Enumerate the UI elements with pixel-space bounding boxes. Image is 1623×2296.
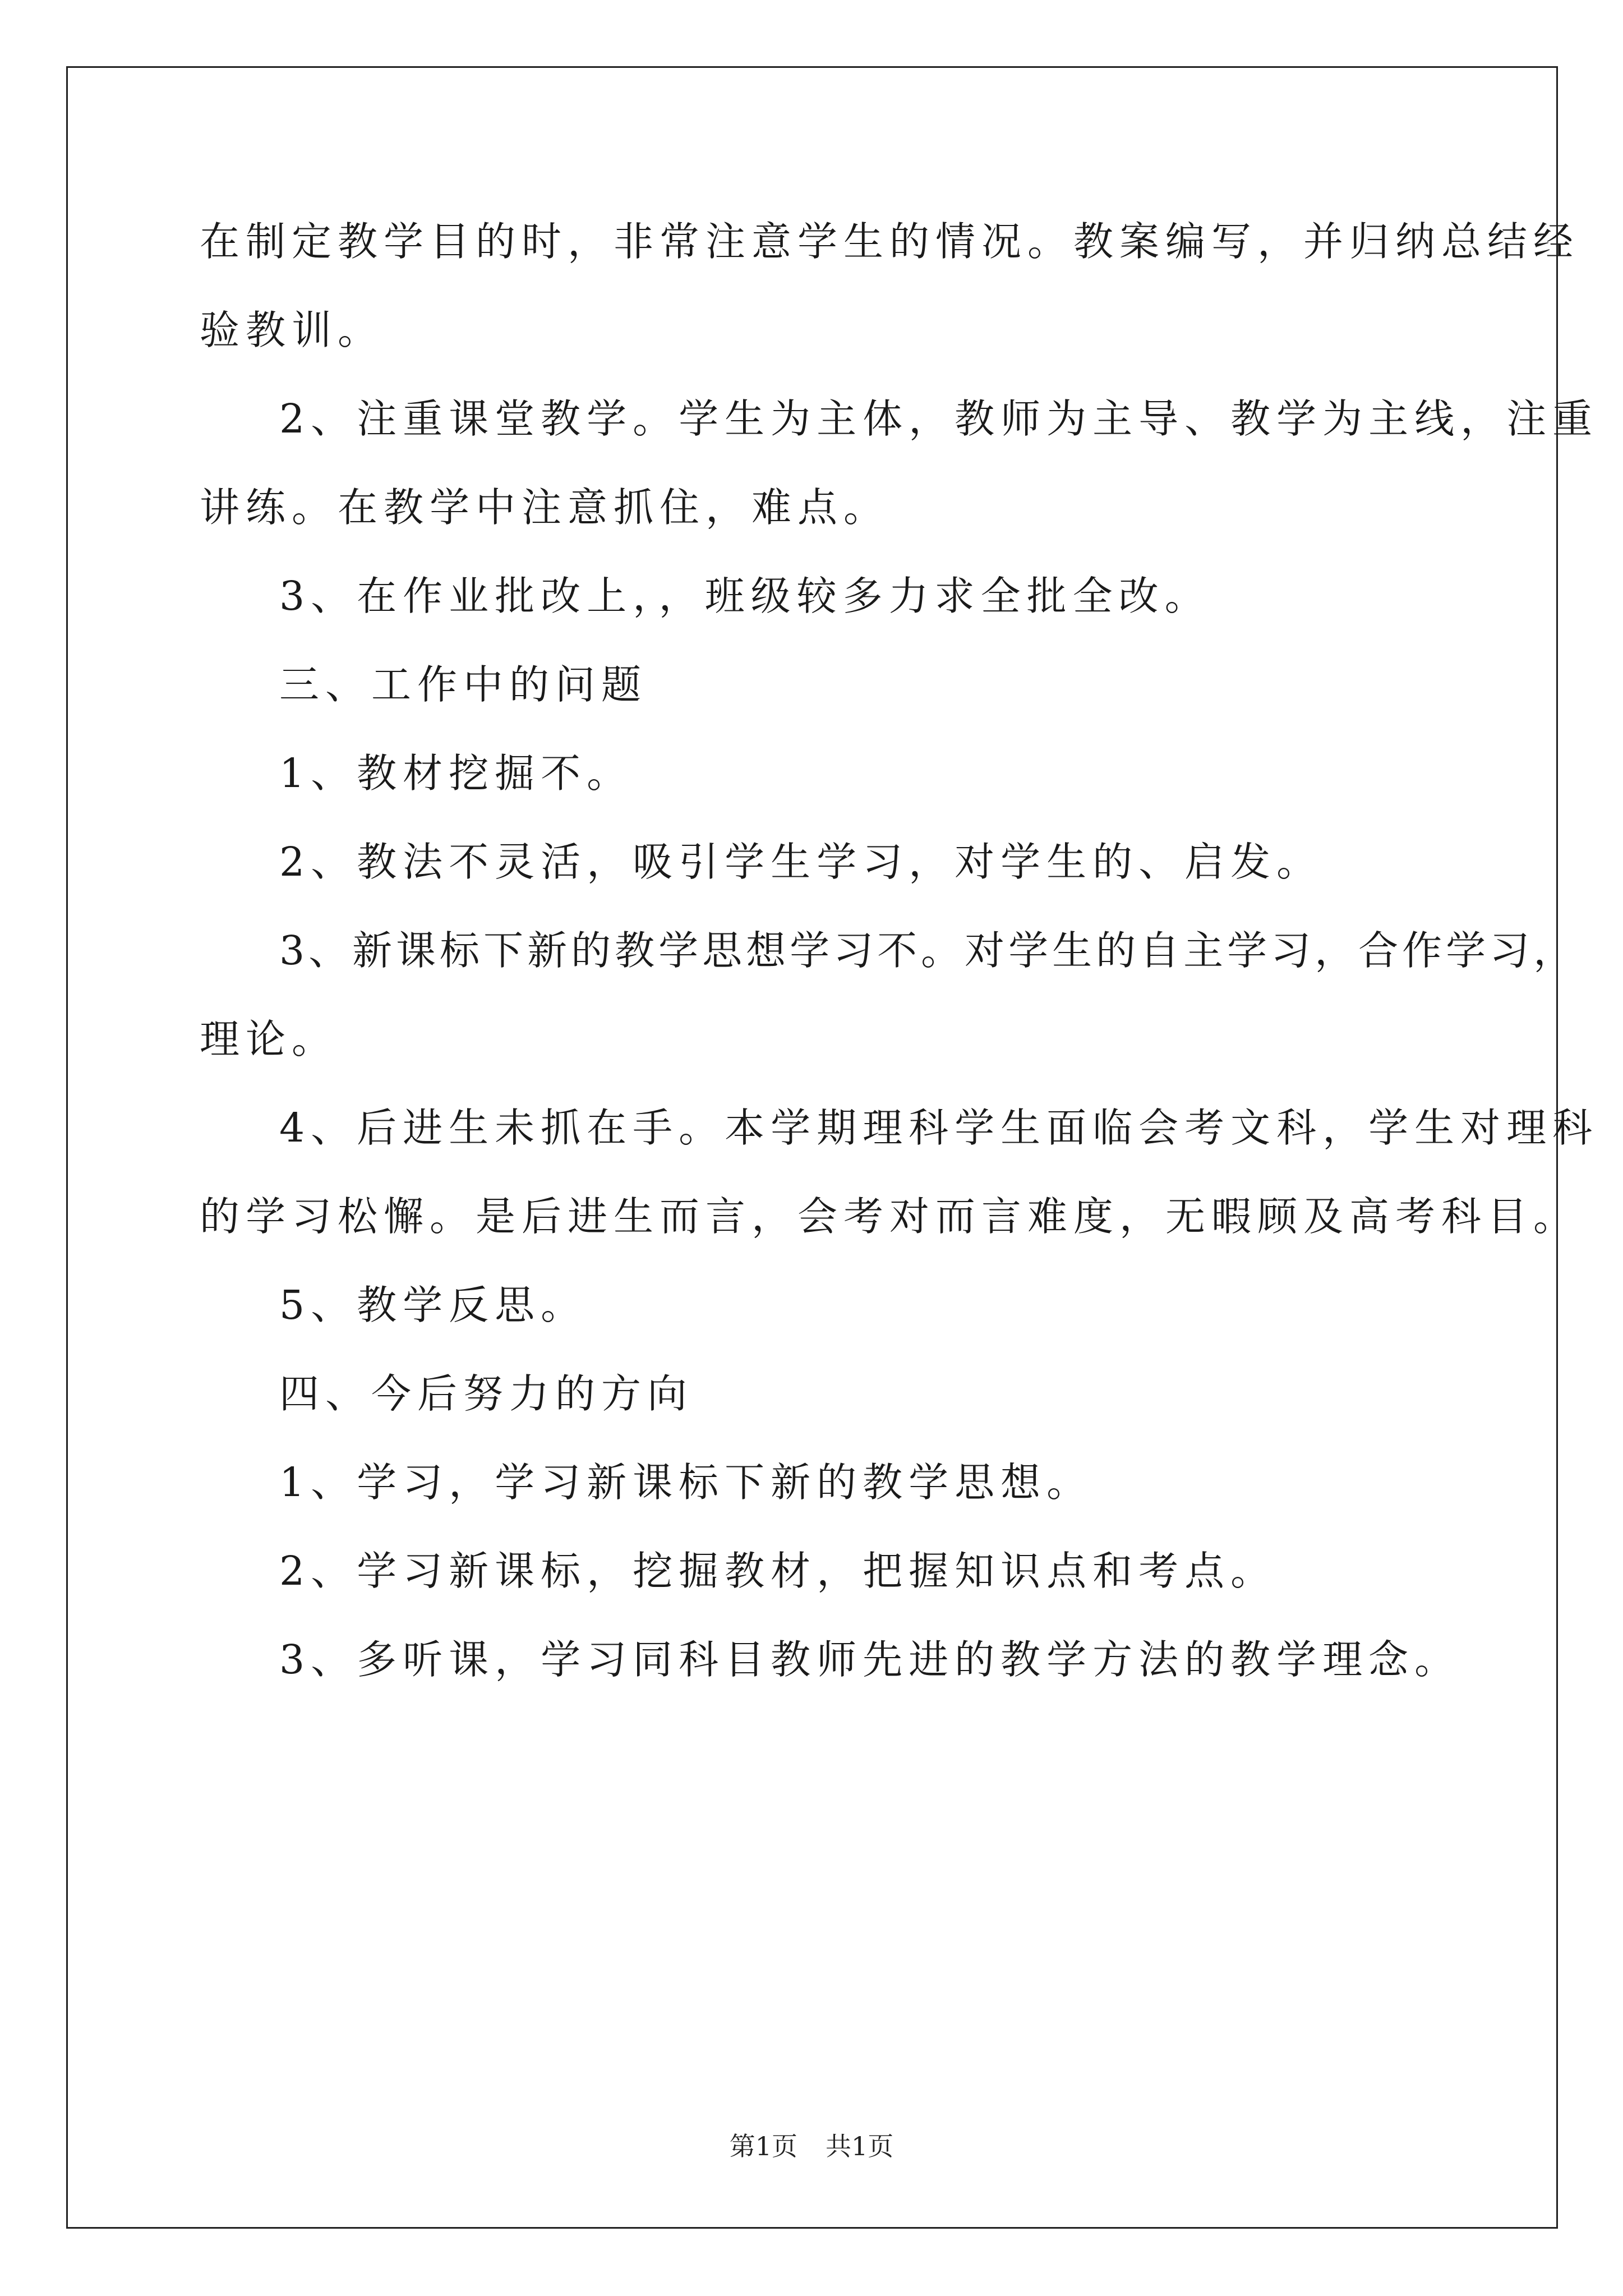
paragraph-line: 在制定教学目的时，非常注意学生的情况。教案编写，并归纳总结经 — [200, 218, 1580, 265]
paragraph-line: 3、在作业批改上，，班级较多力求全批全改。 — [279, 573, 1211, 619]
paragraph-line: 1、学习，学习新课标下新的教学思想。 — [279, 1459, 1093, 1506]
paragraph-line: 2、学习新课标，挖掘教材，把握知识点和考点。 — [279, 1548, 1277, 1594]
paragraph-line: 3、多听课，学习同科目教师先进的教学方法的教学理念。 — [279, 1636, 1461, 1683]
page-footer — [0, 2126, 1623, 2163]
paragraph-line: 的学习松懈。是后进生而言，会考对而言难度，无暇顾及高考科目。 — [200, 1193, 1580, 1240]
section-heading: 四、今后努力的方向 — [279, 1370, 694, 1417]
paragraph-line: 理论。 — [200, 1016, 338, 1062]
paragraph-line: 讲练。在教学中注意抓住，难点。 — [200, 484, 890, 531]
paragraph-line: 4、后进生未抓在手。本学期理科学生面临会考文科，学生对理科 — [279, 1105, 1599, 1151]
paragraph-line: 2、注重课堂教学。学生为主体，教师为主导、教学为主线，注重 — [279, 395, 1599, 442]
paragraph-line: 3、新课标下新的教学思想学习不。对学生的自主学习，合作学习， — [279, 927, 1578, 974]
paragraph-line: 1、教材挖掘不。 — [279, 750, 633, 797]
document-body — [200, 197, 1599, 1704]
page-number: 第1页 — [729, 2131, 797, 2161]
section-heading: 三、工作中的问题 — [279, 661, 648, 708]
page-total: 共1页 — [826, 2131, 894, 2161]
paragraph-line: 验教训。 — [200, 307, 384, 353]
paragraph-line: 2、教法不灵活，吸引学生学习，对学生的、启发。 — [279, 839, 1323, 885]
paragraph-line: 5、教学反思。 — [279, 1282, 587, 1328]
